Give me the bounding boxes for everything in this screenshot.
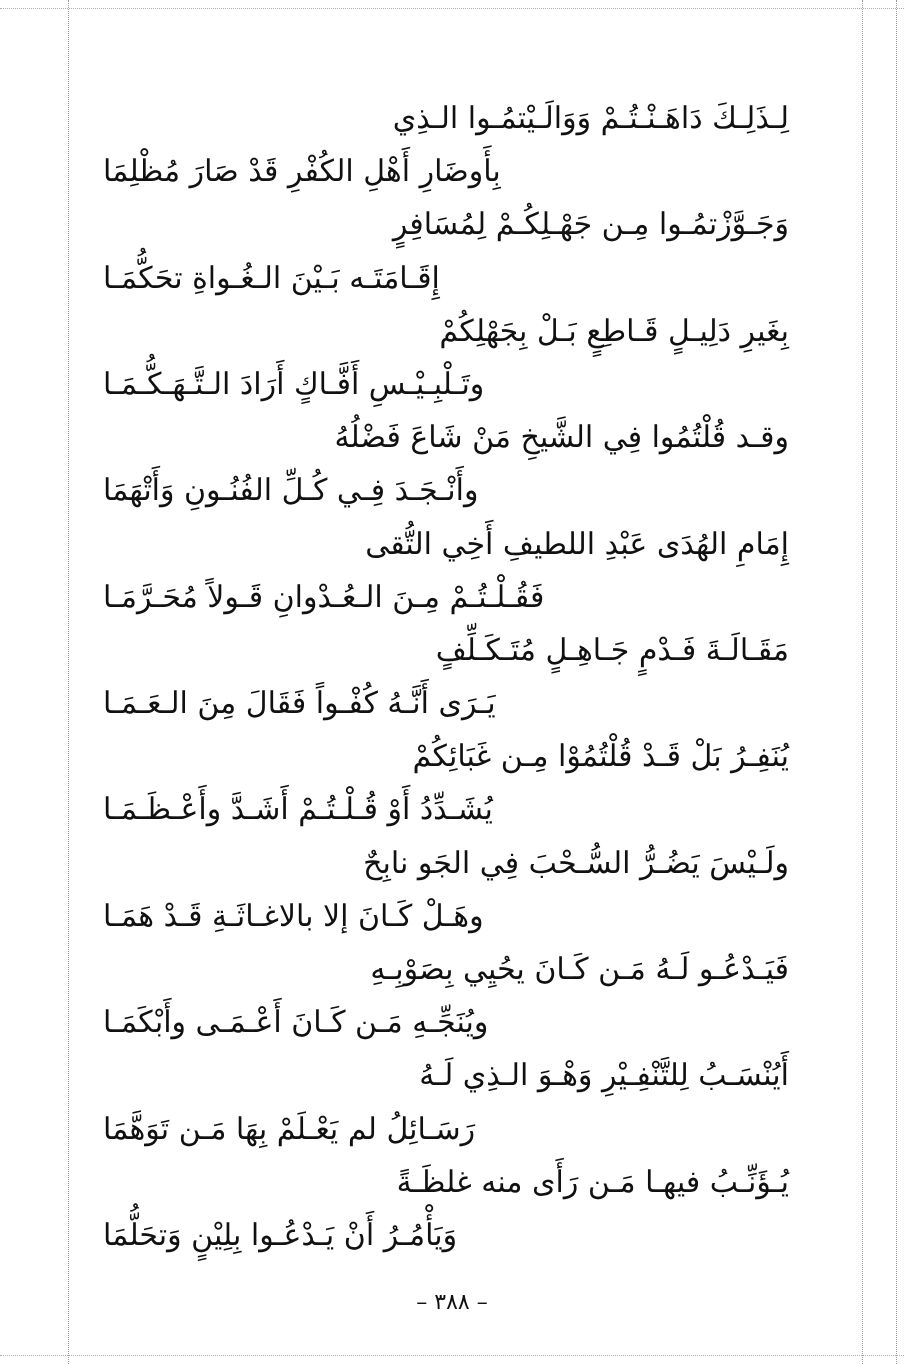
verse-5-first-hemistich: إِمَامِ الهُدَى عَبْدِ اللطيفِ أَخِي التُّقى [365,526,789,562]
verse-3-second-hemistich: وتَـلْبِـيْـسِ أَفَّـاكٍ أَرَادَ الـتَّـهَـكُّـمَـا [103,366,485,402]
page-number: – ٣٨٨ – [416,1290,488,1315]
verse-9-second-hemistich: ويُنَجِّـهِ مَـن كَـانَ أَعْـمَـى وأَبْكَمَـا [103,1005,489,1041]
verse-11-second-hemistich: وَيَأْمُـرُ أَنْ يَـدْعُـوا بِلِيْنٍ وَتحَلُّمَا [103,1217,458,1253]
guide-line-top [0,8,904,9]
verse-8-second-hemistich: وهَـلْ كَـانَ إلا بالاغـاثَـةِ قَـدْ هَمَـا [103,898,484,934]
verse-2-first-hemistich: وَجَـوَّزْتمُـوا مِـن جَهْـلِكُـمْ لِمُسَافِرٍ [392,207,789,243]
verse-3-first-hemistich: بِغَيرِ دَلِيـلٍ قَـاطِعٍ بَـلْ بِجَهْلِكُمْ [439,313,789,349]
verse-6-second-hemistich: يَـرَى أَنَّـهُ كُفْـواً فَقَالَ مِنَ الـعَـمَـا [103,686,496,722]
verse-7-second-hemistich: يُشَـدِّدُ أَوْ قُـلْـتُـمْ أَشَـدَّ وأَعْـظَـمَـا [103,792,493,828]
guide-line-bottom [0,1355,904,1356]
verse-9-first-hemistich: فَيَـدْعُـو لَـهُ مَـن كَـانَ يحُيِي بِصَوْبِـهِ [370,952,789,987]
verse-10-second-hemistich: رَسَـائِلُ لم يَعْـلَمْ بِهَا مَـن تَوَهَّمَا [103,1111,476,1147]
verse-2-second-hemistich: إِقَـامَتَـه بَـيْنَ الـغُـواةِ تحَكُّمَـا [103,260,440,296]
verse-4-first-hemistich: وقـد قُلْتُمُوا فِي الشَّيخِ مَنْ شَاعَ فَضْلُهُ [334,420,789,456]
verse-1-second-hemistich: بِأَوضَارِ أَهْلِ الكُفْرِ قَدْ صَارَ مُظْلِمَا [103,154,501,190]
poem-body [95,92,795,1262]
guide-line-right [862,0,863,1364]
verse-4-second-hemistich: وأَنْـجَـدَ فِـي كُـلِّ الفُنُـونِ وَأَتْهَمَا [103,473,479,509]
verse-8-first-hemistich: ولَـيْسَ يَضُـرُّ السُّـحْبَ فِي الجَو نابِحٌ [363,845,789,881]
verse-7-first-hemistich: يُنَفِـرُ بَلْ قَـدْ قُلْتُمُوْا مِـن غَبَائِكُمْ [412,739,789,775]
guide-line-right-outer [896,0,897,1364]
guide-line-left [68,0,69,1364]
verse-6-first-hemistich: مَقَـالَـةَ فَـدْمٍ جَـاهِـلٍ مُتَـكَـلِّفٍ [435,632,789,668]
verse-10-first-hemistich: أَيُنْسَـبُ لِلتَّنْفِـيْرِ وَهْـوَ الـذِي لَـهُ [419,1058,789,1094]
verse-5-second-hemistich: فَقُـلْـتُـمْ مِـنَ الـعُـدْوانِ قَـولاً مُحَـرَّمَـا [103,579,545,615]
verse-11-first-hemistich: يُـؤَنِّـبُ فيهـا مَـن رَأَى منه غلظَـةً [396,1164,789,1200]
verse-1-first-hemistich: لِـذَلِـكَ دَاهَـنْـتُـمْ وَوَالَـيْتمُـوا الـذِي [392,101,789,136]
